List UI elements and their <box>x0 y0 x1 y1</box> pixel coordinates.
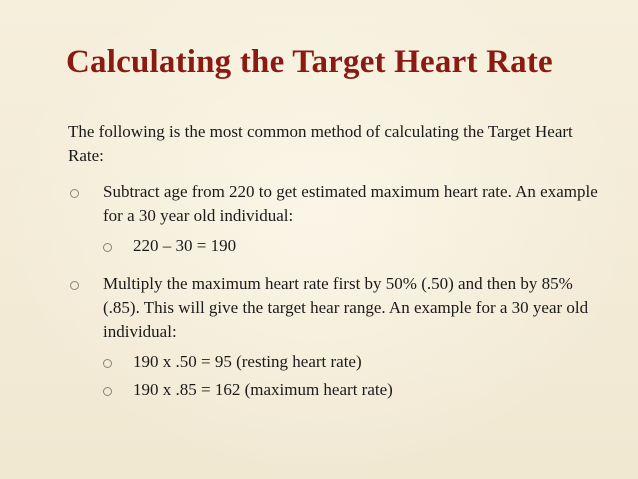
sub-bullet-text: 190 x .50 = 95 (resting heart rate) <box>133 352 362 371</box>
sub-bullet-item <box>103 378 608 402</box>
bullet-circle-icon <box>70 281 79 290</box>
sub-bullet-circle-icon <box>103 387 112 396</box>
sub-bullet-text: 220 – 30 = 190 <box>133 236 237 255</box>
bullet-circle-icon <box>70 189 79 198</box>
intro-text: The following is the most common method of calculating the Target Heart Rate: <box>68 122 573 165</box>
bullet-text: Multiply the maximum heart rate first by 50% (.50) and then by 85% (.85). This will give the target hear range. An example for a 30 year old individual: <box>103 274 589 341</box>
slide-body <box>68 120 608 402</box>
bullet-item <box>68 272 608 402</box>
sub-bullet-circle-icon <box>103 243 112 252</box>
sub-bullet-text: 190 x .85 = 162 (maximum heart rate) <box>133 380 393 399</box>
bullet-text: Subtract age from 220 to get estimated maximum heart rate. An example for a 30 year old individual: <box>103 182 598 225</box>
bullet-item <box>68 180 608 258</box>
sub-bullet-item <box>103 234 608 258</box>
slide-title: Calculating the Target Heart Rate <box>66 44 553 80</box>
sub-bullet-circle-icon <box>103 359 112 368</box>
sub-bullet-item <box>103 350 608 374</box>
